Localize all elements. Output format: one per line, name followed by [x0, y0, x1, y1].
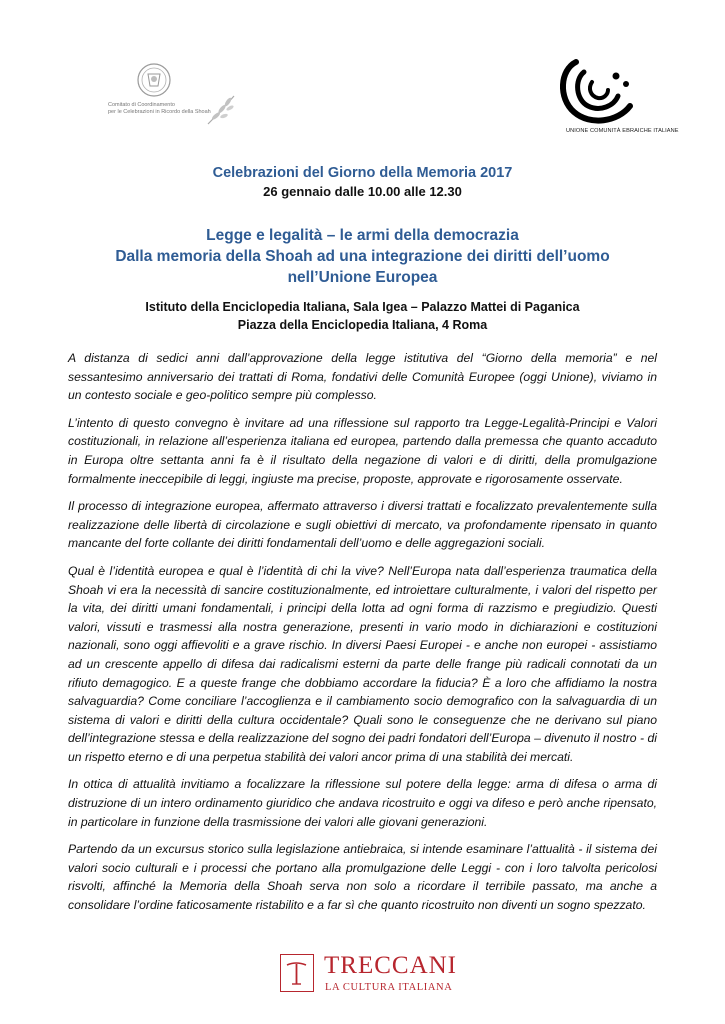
- treccani-t-logo-icon: [280, 954, 314, 992]
- treccani-tagline: LA CULTURA ITALIANA: [325, 982, 453, 993]
- treccani-brand: TRECCANI: [324, 952, 457, 979]
- ucei-spiral-logo-icon: [556, 54, 642, 126]
- conference-title: [0, 225, 725, 288]
- venue-line1: Istituto della Enciclopedia Italiana, Sala Igea – Palazzo Mattei di Paganica: [145, 300, 580, 314]
- title-line3: nell’Unione Europea: [287, 269, 438, 286]
- body-text: [68, 349, 657, 924]
- event-date: 26 gennaio dalle 10.00 alle 12.30: [263, 184, 462, 199]
- seal-emblem-icon: [136, 62, 172, 98]
- venue: [0, 298, 725, 334]
- treccani-logo: [280, 950, 460, 1000]
- paragraph: L’intento di questo convegno è invitare ad una riflessione sul rapporto tra Legge-Legalità-Principi e Valori costituzionali, in relazione all’esperienza italiana ed europea, partendo dalla premessa che quanto accaduto in Europa oltre settanta anni fa è il risultato della negazione di valori e di diritti, della promulgazione formalmente ineccepibile di leggi, ingiuste ma precise, proposte, approvate e rigorosamente osservate.: [68, 415, 657, 486]
- title-line2: Dalla memoria della Shoah ad una integrazione dei diritti dell’uomo: [115, 248, 610, 265]
- ucei-caption: UNIONE COMUNITÀ EBRAICHE ITALIANE: [566, 128, 679, 134]
- committee-logo: [96, 52, 246, 142]
- title-line1: Legge e legalità – le armi della democrazia: [206, 227, 519, 244]
- paragraph: Qual è l’identità europea e qual è l’identità di chi la vive? Nell’Europa nata dall’esperienza traumatica della Shoah vi era la necessità di sancire costituzionalmente, ed introiettare culturalmente, i valori del rispetto per la vita, dei diritti umani fondamentali, i principi della lotta ad ogni forma di razzismo e pregiudizio. Questi valori, vissuti e trasmessi alla nostra generazione, presenti in vario modo in dichiarazioni e costituzioni nazionali, sono oggi affievoliti e a grave rischio. In diversi Paesi Europei - e anche non europei - assistiamo ad un crescente appello di difesa dai radicalismi esterni da parte delle frange più radicali connotati da un rifiuto demagogico. E a queste frange che dobbiamo accordare la fiducia? È a loro che affidiamo la nostra salvaguardia? Come conciliare l’accoglienza e il cambiamento socio demografico con la salvaguardia di un sistema di valori e diritti della cultura occidentale? Quali sono le conseguenze che ne derivano sul piano dell’integrazione stessa e della realizzazione del sogno dei padri fondatori dell’Europa – divenuto il nostro - di un rispetto eterno e di una perpetua stabilità dei valori ancor prima di una stabilità dei mercati.: [68, 563, 657, 764]
- event-name: Celebrazioni del Giorno della Memoria 2017: [212, 165, 513, 181]
- committee-caption: [108, 102, 211, 116]
- paragraph: Partendo da un excursus storico sulla legislazione antiebraica, si intende esaminare l’attualità - il sistema dei valori socio culturali e i processi che portano alla promulgazione delle Leggi - con i loro talvolta pericolosi risvolti, affinché la Memoria della Shoah serva non solo a ricordare il terribile passato, ma anche a consolidare l’ordine faticosamente ristabilito e a far sì che quanto ricostruito non diventi un sogno spezzato.: [68, 842, 657, 913]
- venue-line2: Piazza della Enciclopedia Italiana, 4 Roma: [237, 318, 488, 332]
- paragraph: Il processo di integrazione europea, affermato attraverso i diversi trattati e focalizzato prevalentemente sulla realizzazione delle libertà di circolazione e sugli obiettivi di mercato, va profondamente ripensato in quanto mancante del forte collante dei diritti fondamentali dell’uomo e delle aggregazioni sociali.: [68, 499, 657, 551]
- committee-caption-line1: Comitato di Coordinamento: [108, 102, 175, 108]
- committee-caption-line2: per le Celebrazioni in Ricordo della Shoah: [108, 109, 211, 115]
- paragraph: A distanza di sedici anni dall’approvazione della legge istitutiva del “Giorno della memoria” e nel sessantesimo anniversario dei trattati di Roma, fondativi delle Comunità Europee (oggi Unione), viviamo in un contesto sociale e geo-politico sempre più complesso.: [68, 351, 657, 403]
- paragraph: In ottica di attualità invitiamo a focalizzare la riflessione sul potere della legge: arma di difesa o arma di distruzione di un intero ordinamento giuridico che andava ricostruito e oggi va difeso e però anche ripensato, in particolare in funzione della trasmissione dei valori alle giovani generazioni.: [68, 777, 657, 829]
- ucei-logo: [556, 54, 679, 138]
- olive-branch-icon: [204, 92, 238, 128]
